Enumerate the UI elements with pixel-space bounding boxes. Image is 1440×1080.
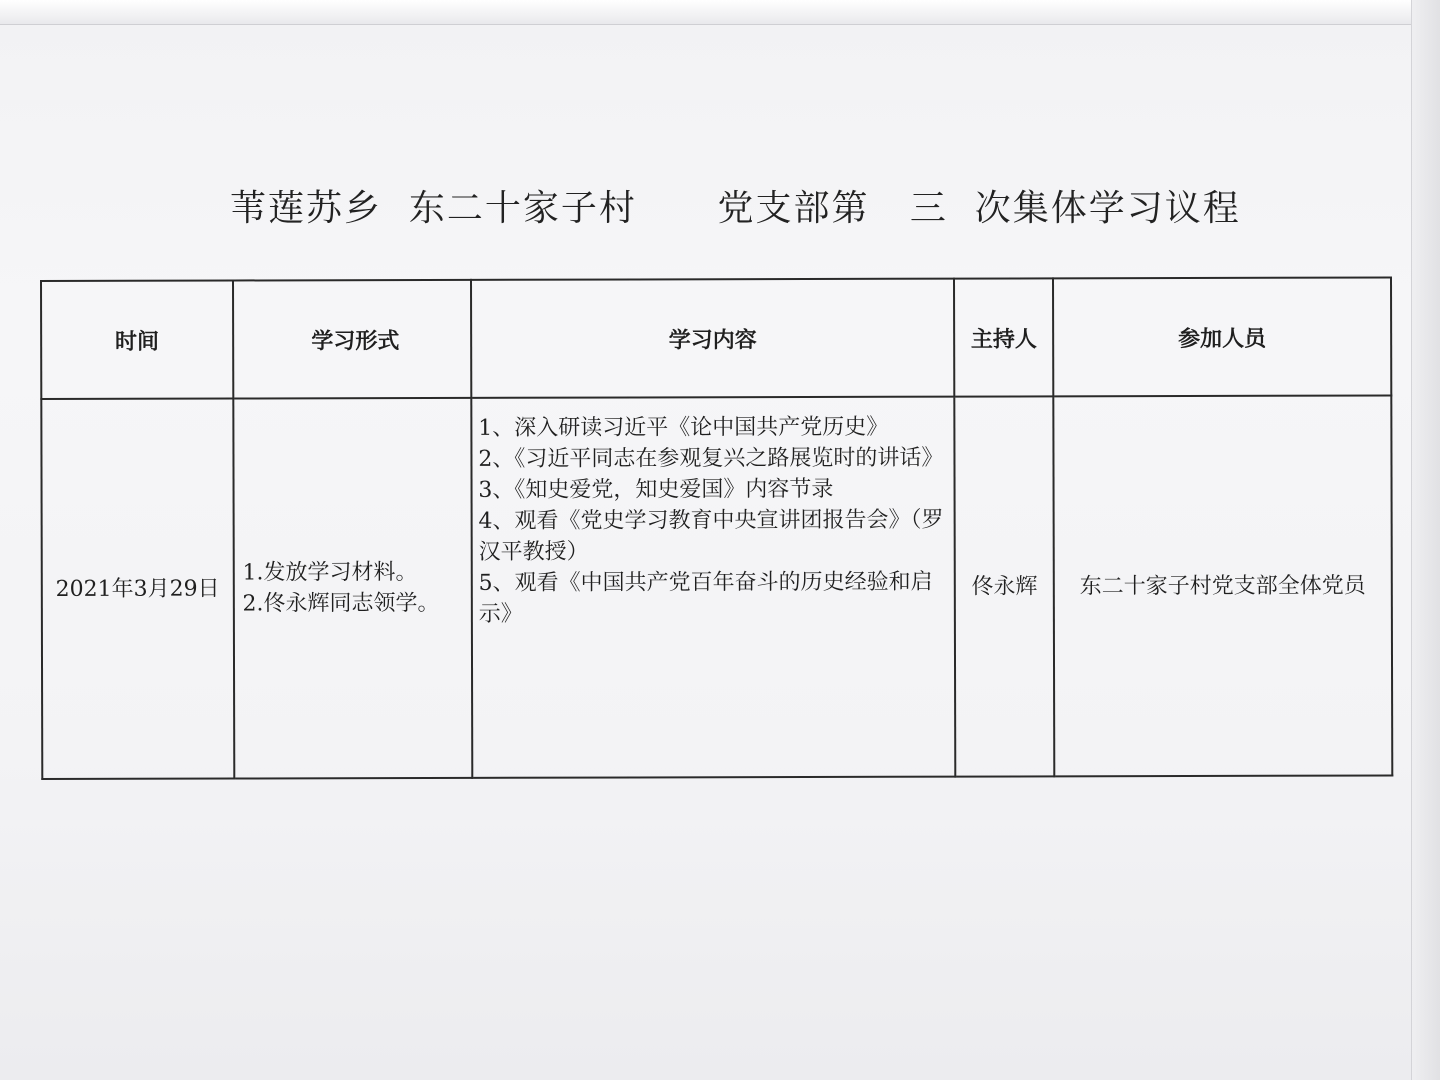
- cell-participants: 东二十家子村党支部全体党员: [1053, 395, 1392, 776]
- agenda-table: [40, 276, 1393, 780]
- form-item: 2.佟永辉同志领学。: [242, 590, 440, 617]
- content-item: 3、《知史爱党，知史爱国》内容节录: [478, 476, 834, 503]
- header-host: 主持人: [954, 278, 1053, 396]
- cell-form: [233, 398, 472, 779]
- paper-right-edge: [1411, 0, 1440, 1080]
- cell-host: 佟永辉: [955, 396, 1055, 776]
- header-content: 学习内容: [471, 279, 955, 398]
- form-item: 1.发放学习材料。: [242, 560, 418, 586]
- content-item: 5、观看《中国共产党百年奋斗的历史经验和启示》: [478, 569, 933, 627]
- paper-top-edge: [0, 0, 1440, 25]
- header-participants: 参加人员: [1053, 277, 1391, 396]
- content-item: 4、观看《党史学习教育中央宣讲团报告会》（罗汉平教授）: [478, 507, 944, 565]
- table-header-row: [41, 277, 1391, 399]
- content-item: 2、《习近平同志在参观复兴之路展览时的讲话》: [478, 445, 944, 472]
- document-title: 苇莲苏乡 东二十家子村 党支部第 三 次集体学习议程: [230, 188, 1241, 229]
- table-row: [41, 395, 1392, 779]
- content-item: 1、深入研读习近平《论中国共产党历史》: [478, 414, 889, 441]
- header-time: 时间: [41, 280, 233, 399]
- header-form: 学习形式: [233, 280, 471, 399]
- cell-time: 2021年3月29日: [41, 398, 234, 779]
- cell-content: [471, 397, 956, 778]
